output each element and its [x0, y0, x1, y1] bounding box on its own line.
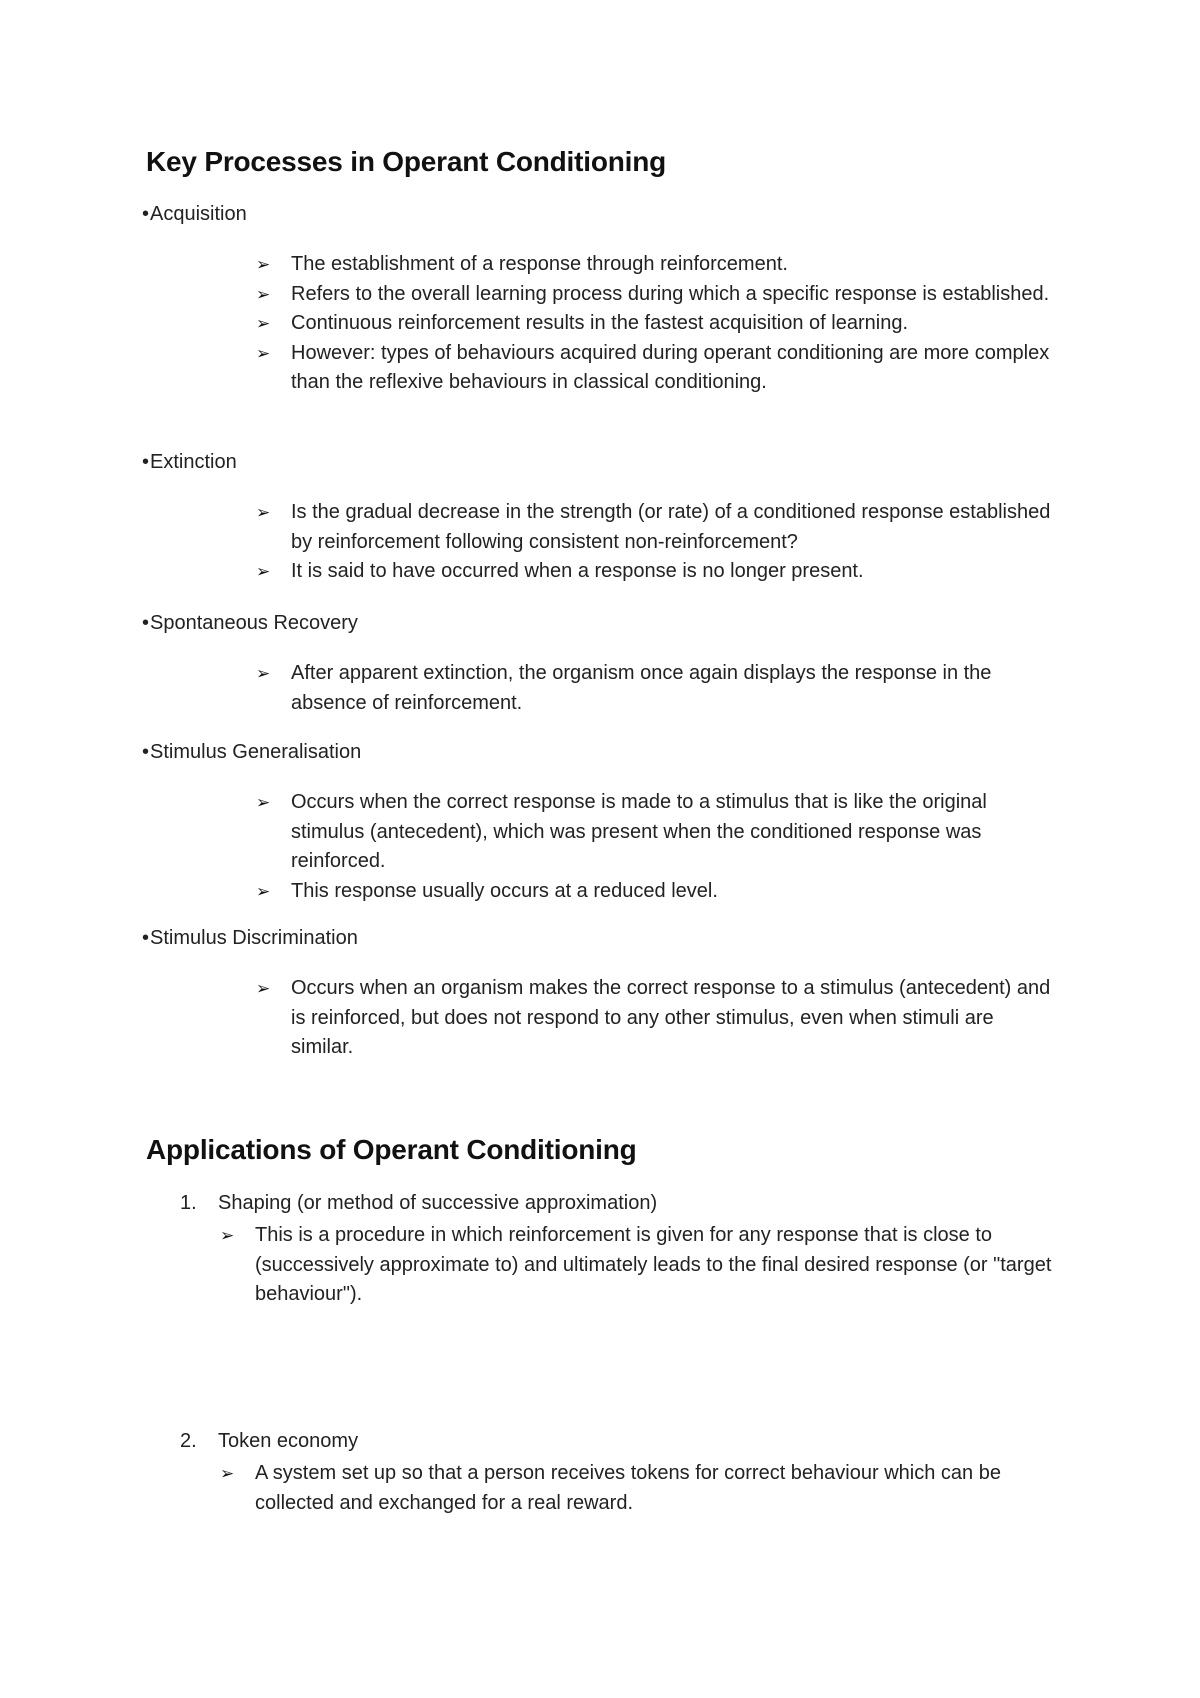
list-item: ➢ It is said to have occurred when a response is no longer present. — [252, 557, 1052, 587]
arrow-bullet-icon: ➢ — [256, 503, 271, 522]
list-item: ➢ This is a procedure in which reinforcement is given for any response that is close to (successively approximate to) and ultimately leads to the final desired response (or "target behaviour"). — [216, 1221, 1066, 1310]
list-item: ➢ After apparent extinction, the organism once again displays the response in the absence of reinforcement. — [252, 659, 1052, 718]
shaping-points — [216, 1221, 1066, 1310]
list-item: ➢ The establishment of a response through reinforcement. — [252, 250, 1052, 280]
arrow-bullet-icon: ➢ — [256, 664, 271, 683]
acquisition-points — [252, 250, 1052, 398]
topic-spontaneous-recovery: •Spontaneous Recovery — [142, 612, 358, 634]
list-item: ➢ However: types of behaviours acquired during operant conditioning are more complex than the reflexive behaviours in classical conditioning. — [252, 339, 1052, 398]
token-economy-points — [216, 1459, 1066, 1518]
arrow-bullet-icon: ➢ — [220, 1226, 235, 1245]
topic-stimulus-generalisation: •Stimulus Generalisation — [142, 741, 362, 763]
topic-acquisition: •Acquisition — [142, 203, 247, 225]
stimulus-discrimination-points — [252, 974, 1052, 1063]
list-item: ➢ This response usually occurs at a reduced level. — [252, 877, 1052, 907]
list-item: ➢ Is the gradual decrease in the strength (or rate) of a conditioned response established by reinforcement following consistent non-reinforcement? — [252, 498, 1052, 557]
list-item: ➢ Occurs when an organism makes the correct response to a stimulus (antecedent) and is reinforced, but does not respond to any other stimulus, even when stimuli are similar. — [252, 974, 1052, 1063]
arrow-bullet-icon: ➢ — [256, 881, 271, 901]
arrow-bullet-icon: ➢ — [256, 284, 271, 304]
arrow-bullet-icon: ➢ — [256, 979, 271, 998]
topic-extinction: •Extinction — [142, 451, 237, 473]
list-item: ➢ Continuous reinforcement results in the fastest acquisition of learning. — [252, 309, 1052, 339]
numbered-item-token-economy: 2. Token economy — [180, 1430, 359, 1452]
arrow-bullet-icon: ➢ — [256, 314, 271, 333]
section-title-applications: Applications of Operant Conditioning — [146, 1134, 637, 1165]
list-item: ➢ A system set up so that a person receives tokens for correct behaviour which can be collected and exchanged for a real reward. — [216, 1459, 1066, 1518]
topic-stimulus-discrimination: •Stimulus Discrimination — [142, 927, 358, 949]
arrow-bullet-icon: ➢ — [256, 793, 271, 812]
spontaneous-recovery-points — [252, 659, 1052, 718]
arrow-bullet-icon: ➢ — [256, 343, 271, 363]
extinction-points — [252, 498, 1052, 587]
arrow-bullet-icon: ➢ — [256, 255, 271, 274]
list-item: ➢ Occurs when the correct response is made to a stimulus that is like the original stimulus (antecedent), which was present when the conditioned response was reinforced. — [252, 788, 1052, 877]
numbered-item-shaping: 1. Shaping (or method of successive approximation) — [180, 1192, 658, 1214]
stimulus-generalisation-points — [252, 788, 1052, 906]
arrow-bullet-icon: ➢ — [256, 562, 271, 581]
arrow-bullet-icon: ➢ — [220, 1464, 235, 1483]
list-item: ➢ Refers to the overall learning process during which a specific response is established. — [252, 280, 1052, 310]
section-title-key-processes: Key Processes in Operant Conditioning — [146, 146, 667, 177]
